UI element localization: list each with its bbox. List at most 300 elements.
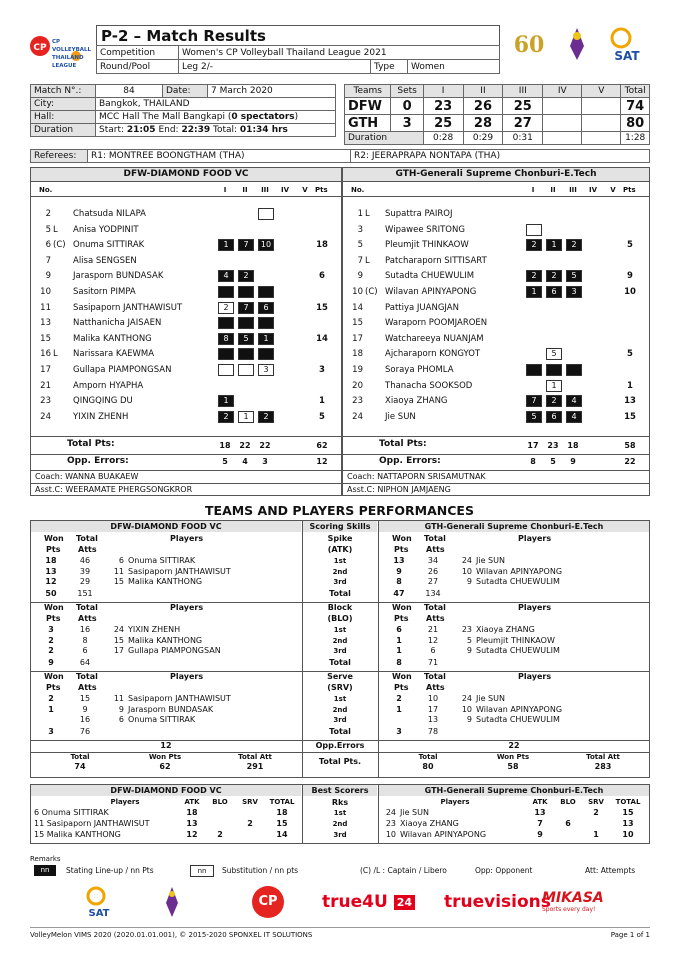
set-position-box: 2 <box>526 239 542 251</box>
set-position-box <box>258 348 274 360</box>
roster-set-header: V <box>610 186 616 194</box>
skill-rank: 1st <box>333 695 347 703</box>
best-b-player: Wilavan APINYAPONG <box>400 830 487 839</box>
player-name: Natthanicha JAISAEN <box>73 318 162 329</box>
total-pts-value: 62 <box>316 441 328 450</box>
perf-opp-a: 12 <box>160 741 172 750</box>
opp-set-errors: 9 <box>570 457 576 466</box>
player-points: 9 <box>627 271 633 282</box>
pts-header: Pts <box>46 614 61 623</box>
skill-code: (ATK) <box>327 545 353 554</box>
best-rank: 3rd <box>333 831 347 839</box>
logo-sat <box>605 24 645 64</box>
asst-divider <box>343 483 649 484</box>
skill-won: 13 <box>45 566 57 576</box>
skill-name: Serve <box>327 672 353 681</box>
skill-player-name: Wilavan APINYAPONG <box>476 704 563 714</box>
best-header-a: BLO <box>212 798 228 806</box>
set-score: 28 <box>463 115 503 132</box>
skill-total: 26 <box>427 566 439 576</box>
player-points: 3 <box>319 365 325 375</box>
player-row <box>343 362 649 378</box>
player-name: Pleumjit THINKAOW <box>385 240 469 251</box>
svg-text:SAT: SAT <box>88 908 110 919</box>
set-position-box: 2 <box>566 239 582 251</box>
player-points: 15 <box>316 302 328 313</box>
player-row <box>31 378 341 394</box>
set-position-box: 1 <box>218 239 234 251</box>
set-position-box <box>218 364 234 376</box>
players-header: Players <box>518 672 552 681</box>
mikasa-sub-text: Sports every day! <box>542 906 596 913</box>
atts-header: Atts <box>78 614 97 623</box>
opp-divider <box>343 454 649 455</box>
player-name: Narissara KAEWMA <box>73 349 155 360</box>
player-row <box>31 253 341 269</box>
asst-divider <box>31 483 341 484</box>
skill-total: 16 <box>79 625 91 634</box>
set-position-box <box>258 208 274 220</box>
best-b-stat: 2 <box>593 808 599 817</box>
true4u-text: true4U <box>322 892 388 912</box>
skill-player-name: Onuma SITTIRAK <box>128 715 196 724</box>
player-name: Thanacha SOOKSOD <box>385 380 473 391</box>
player-row <box>31 346 341 362</box>
page-title: P-2 – Match Results <box>96 25 500 45</box>
set-position-box <box>238 364 254 376</box>
team-b-roster <box>342 167 650 496</box>
logo-league-text: CP VOLLEYBALL THAILAND LEAGUE <box>52 39 92 69</box>
players-header: Players <box>170 534 204 543</box>
skill-total-label: Total <box>329 658 351 667</box>
set-position-box <box>526 224 542 236</box>
sponsor-nsdf <box>160 884 184 920</box>
best-b-stat: 6 <box>565 819 571 828</box>
set-duration <box>582 132 621 145</box>
substitution-legend-text: Substitution / nn pts <box>222 866 299 875</box>
set-position-box: 1 <box>546 239 562 251</box>
skill-rank: 3rd <box>333 716 347 724</box>
skill-won: 8 <box>396 577 402 586</box>
tp-value: 74 <box>74 762 86 771</box>
round-label: Round/Pool <box>97 60 179 74</box>
skill-rank: 2nd <box>332 567 348 576</box>
footer-right: Page 1 of 1 <box>610 931 650 939</box>
total-pts-label: Total Pts. <box>318 757 362 766</box>
nsdf-sponsor-icon <box>160 884 184 920</box>
player-number: 2 <box>45 209 51 219</box>
svg-text:SAT: SAT <box>614 49 640 63</box>
rks-label: Rks <box>331 798 349 807</box>
total-header: Total <box>424 672 446 681</box>
skill-player-name: Malika KANTHONG <box>128 577 203 586</box>
sponsor-cp <box>252 886 284 918</box>
set-position-box: 5 <box>526 411 542 423</box>
opp-set-errors: 5 <box>222 457 228 466</box>
best-header-a: Players <box>110 798 140 806</box>
best-b-stat: 13 <box>622 819 634 828</box>
referee-r1: R1: MONTREE BOONGTHAM (THA) <box>88 150 351 163</box>
skill-code: (SRV) <box>327 683 353 692</box>
set-position-box <box>238 348 254 360</box>
skill-player-no: 23 <box>461 625 472 634</box>
hall-value: MCC Hall The Mall Bangkapi (0 spectators) <box>96 111 336 124</box>
best-header-b: TOTAL <box>615 798 641 806</box>
referees-label: Referees: <box>31 150 88 163</box>
skill-player-name: Onuma SITTIRAK <box>128 556 196 565</box>
match-no-label: Match N°.: <box>31 85 96 98</box>
player-number: 16 <box>40 349 51 360</box>
player-name: Amporn HYAPHA <box>73 380 144 391</box>
sat-logo-icon <box>605 24 645 64</box>
best-scorers-table <box>30 784 650 844</box>
skill-player-name: Sutadta CHUEWULIM <box>476 646 560 655</box>
best-a-stat: 13 <box>186 819 198 828</box>
starting-legend-box: nn <box>34 865 56 876</box>
skill-att-total: 64 <box>79 658 91 667</box>
skill-player-no: 9 <box>118 704 124 714</box>
roster-set-header: I <box>531 186 535 194</box>
roster-divider <box>343 196 649 197</box>
best-header-b: ATK <box>532 798 548 806</box>
player-row <box>343 315 649 331</box>
atts-header: Atts <box>78 545 97 554</box>
score-header-0: Teams <box>345 85 391 98</box>
player-number: 14 <box>352 302 363 313</box>
set-position-box: 2 <box>258 411 274 423</box>
player-role: L <box>53 224 58 235</box>
player-number: 7 <box>357 255 363 266</box>
player-number: 24 <box>40 411 51 422</box>
set-score <box>582 98 621 115</box>
set-position-box: 2 <box>546 395 562 407</box>
player-role: L <box>365 209 370 219</box>
skill-total: 16 <box>79 715 91 724</box>
total-set-pts: 18 <box>219 441 231 450</box>
player-number: 5 <box>45 224 51 235</box>
player-name: Sasipaporn JANTHAWISUT <box>73 302 183 313</box>
player-number: 24 <box>352 411 363 422</box>
total-pts-label: Total Pts: <box>67 439 115 449</box>
date-value: 7 March 2020 <box>208 85 336 98</box>
score-header-5: IV <box>543 85 582 98</box>
player-row <box>343 346 649 362</box>
skill-player-name: Sasipaporn JANTHAWISUT <box>128 694 231 703</box>
player-name: Sutadta CHUEWULIM <box>385 271 475 282</box>
best-rank: 2nd <box>332 820 348 828</box>
logo-cp-league <box>28 26 92 69</box>
coach-row: Coach: WANNA BUAKAEW <box>35 472 139 481</box>
total-score: 80 <box>621 115 650 132</box>
player-number: 23 <box>352 396 363 407</box>
total-set-pts: 17 <box>527 441 539 450</box>
best-b-stat: 10 <box>622 830 634 839</box>
roster-set-header: IV <box>280 186 290 194</box>
player-row <box>31 268 341 284</box>
set-position-box <box>526 364 542 376</box>
opp-set-errors: 3 <box>262 457 268 466</box>
skill-player-name: Pleumjit THINKAOW <box>476 635 555 645</box>
sponsor-truevisions: truevisions <box>444 892 551 912</box>
set-duration: 0:28 <box>423 132 463 145</box>
skill-player-no: 9 <box>466 577 472 586</box>
teamB-name-header: GTH-Generali Supreme Chonburi-E.Tech <box>343 168 649 182</box>
opp-set-errors: 4 <box>242 457 248 466</box>
skill-player-no: 15 <box>113 635 124 645</box>
skill-won: 18 <box>45 556 57 565</box>
skill-player-name: Wilavan APINYAPONG <box>476 566 563 576</box>
roster-set-header: IV <box>588 186 598 194</box>
set-duration: 0:31 <box>503 132 543 145</box>
skill-rank: 3rd <box>333 578 347 586</box>
best-header-b: SRV <box>588 798 604 806</box>
set-position-box: 3 <box>566 286 582 298</box>
pts-header: Pts <box>46 683 61 692</box>
pts-header: Pts <box>46 545 61 554</box>
tp-value: 291 <box>246 762 264 771</box>
opp-divider <box>31 454 341 455</box>
hall-label: Hall: <box>31 111 96 124</box>
skill-won: 6 <box>396 625 402 634</box>
skill-won: 13 <box>393 556 405 565</box>
skill-total: 34 <box>427 556 439 565</box>
best-header-a: TOTAL <box>269 798 295 806</box>
player-name: Jarasporn BUNDASAK <box>73 271 164 282</box>
skill-att-total: 76 <box>79 727 91 736</box>
asst-coach-row: Asst.C: NIPHON JAMJAENG <box>347 485 451 494</box>
set-position-box: 4 <box>566 395 582 407</box>
player-points: 1 <box>627 380 633 391</box>
perf-opp-b: 22 <box>508 741 520 750</box>
sets-won: 0 <box>391 98 423 115</box>
sponsor-mikasa <box>542 890 612 913</box>
roster-set-header: III <box>261 186 269 194</box>
set-position-box <box>566 364 582 376</box>
player-number: 7 <box>45 255 51 266</box>
players-header: Players <box>518 534 552 543</box>
set-position-box <box>238 317 254 329</box>
teamA-name-header: DFW-DIAMOND FOOD VC <box>31 168 341 182</box>
player-number: 1 <box>357 209 363 219</box>
set-position-box: 5 <box>546 348 562 360</box>
roster-pts-header: Pts <box>623 186 636 194</box>
set-position-box: 7 <box>526 395 542 407</box>
set-position-box <box>546 364 562 376</box>
skill-player-no: 15 <box>113 577 124 586</box>
player-points: 5 <box>627 349 633 360</box>
score-header-3: II <box>463 85 503 98</box>
skill-player-name: Gullapa PIAMPONGSAN <box>128 646 221 655</box>
coach-divider <box>31 470 341 471</box>
player-name: Gullapa PIAMPONGSAN <box>73 365 172 375</box>
set-position-box: 5 <box>238 333 254 345</box>
player-row <box>343 284 649 300</box>
skill-won: 12 <box>45 577 57 586</box>
skill-won: 1 <box>396 704 402 714</box>
skill-total: 29 <box>79 577 91 586</box>
player-row <box>31 393 341 409</box>
score-header-4: III <box>503 85 543 98</box>
sixty-years-logo-icon <box>510 24 548 64</box>
total-header: Total <box>76 672 98 681</box>
skill-player-name: Xiaoya ZHANG <box>476 625 535 634</box>
atts-header: Atts <box>426 545 445 554</box>
set-position-box <box>218 317 234 329</box>
roster-divider <box>31 196 341 197</box>
player-number: 17 <box>40 365 51 375</box>
logo-60-text: 60 <box>513 32 545 58</box>
skill-rank: 3rd <box>333 647 347 655</box>
best-a-stat: 2 <box>217 830 223 839</box>
set-position-box: 6 <box>546 411 562 423</box>
player-role: (C) <box>53 240 66 251</box>
player-row <box>343 222 649 238</box>
player-row <box>343 300 649 316</box>
total-set-pts: 23 <box>547 441 559 450</box>
skill-player-no: 10 <box>461 704 472 714</box>
duration-value: Start: 21:05 End: 22:39 Total: 01:34 hrs <box>96 124 336 137</box>
total-header: Total <box>76 534 98 543</box>
player-name: Supattra PAIROJ <box>385 209 453 219</box>
set-position-box: 7 <box>238 239 254 251</box>
skill-player-no: 11 <box>113 694 124 703</box>
pts-header: Pts <box>394 683 409 692</box>
skill-att-total: 71 <box>427 658 439 667</box>
att-legend-text: Att: Attempts <box>585 866 636 875</box>
best-a-stat: 18 <box>186 808 198 817</box>
opp-errors-value: 22 <box>624 457 636 466</box>
set-duration <box>543 132 582 145</box>
player-points: 1 <box>319 396 325 407</box>
header-block <box>96 25 500 74</box>
skill-rank: 2nd <box>332 636 348 645</box>
best-a-player: 6 Onuma SITTIRAK <box>34 808 109 817</box>
skill-rank: 2nd <box>332 705 348 714</box>
logo-60-years <box>510 24 548 64</box>
skill-player-no: 10 <box>461 566 472 576</box>
set-position-box: 1 <box>258 333 274 345</box>
total-pts-value: 58 <box>624 441 636 450</box>
player-row <box>31 222 341 238</box>
player-number: 9 <box>45 271 51 282</box>
total-pts-divider <box>30 752 650 753</box>
sponsor-true4u <box>322 892 415 912</box>
skill-total: 21 <box>427 625 439 634</box>
team-a-roster <box>30 167 342 496</box>
pts-header: Pts <box>394 545 409 554</box>
players-header: Players <box>518 603 552 612</box>
player-name: Wilavan APINYAPONG <box>385 287 477 297</box>
won-header: Won <box>44 603 64 612</box>
skill-player-name: Sutadta CHUEWULIM <box>476 715 560 724</box>
score-header-2: I <box>423 85 463 98</box>
atts-header: Atts <box>78 683 97 692</box>
skill-won: 3 <box>48 625 54 634</box>
skill-total: 39 <box>79 566 91 576</box>
player-row <box>343 331 649 347</box>
set-position-box: 5 <box>566 270 582 282</box>
score-header-6: V <box>582 85 621 98</box>
player-points: 14 <box>316 333 328 344</box>
skill-won: 9 <box>396 566 402 576</box>
player-row <box>343 268 649 284</box>
tp-header: Total <box>70 753 90 761</box>
player-number: 17 <box>352 333 363 344</box>
opp-legend-text: Opp: Opponent <box>475 866 533 875</box>
tp-value: 62 <box>159 762 171 771</box>
best-b-stat: 15 <box>622 808 634 817</box>
player-name: Jie SUN <box>385 411 416 422</box>
skill-player-name: Sasipaporn JANTHAWISUT <box>128 566 231 576</box>
player-name: Soraya PHOMLA <box>385 365 454 375</box>
skill-player-no: 9 <box>466 715 472 724</box>
total-header: Total <box>424 534 446 543</box>
set-score <box>543 115 582 132</box>
skill-player-name: Malika KANTHONG <box>128 635 203 645</box>
set-position-box <box>218 348 234 360</box>
player-name: Pattiya JUANGJAN <box>385 302 459 313</box>
skill-code: (BLO) <box>327 614 353 623</box>
player-name: Onuma SITTIRAK <box>73 240 145 251</box>
team-code: GTH <box>345 115 391 132</box>
skill-att-total: 78 <box>427 727 439 736</box>
set-score <box>543 98 582 115</box>
sets-won: 3 <box>391 115 423 132</box>
set-score: 23 <box>423 98 463 115</box>
duration-total: 1:28 <box>621 132 650 145</box>
best-b-player: Jie SUN <box>400 808 429 817</box>
skill-won-total: 50 <box>45 589 57 598</box>
skill-won: 2 <box>396 694 402 703</box>
set-position-box: 4 <box>566 411 582 423</box>
skill-total: 10 <box>427 694 439 703</box>
player-number: 11 <box>40 302 51 313</box>
player-row <box>31 331 341 347</box>
skill-total: 17 <box>427 704 439 714</box>
skill-rank: 1st <box>333 557 347 565</box>
best-a-stat: 2 <box>247 819 253 828</box>
player-points: 5 <box>319 411 325 422</box>
skill-player-no: 5 <box>466 635 472 645</box>
performances-table <box>30 520 650 778</box>
skill-player-name: YIXIN ZHENH <box>128 625 181 634</box>
best-header-b: BLO <box>560 798 576 806</box>
best-a-player: 11 Sasipaporn JANTHAWISUT <box>34 819 150 828</box>
coach-row: Coach: NATTAPORN SRISAMUTNAK <box>347 472 486 481</box>
skill-name: Block <box>327 603 353 612</box>
set-position-box: 2 <box>218 411 234 423</box>
player-name: Xiaoya ZHANG <box>385 396 448 407</box>
set-position-box <box>238 286 254 298</box>
set-position-box: 2 <box>218 302 234 314</box>
player-row <box>31 409 341 425</box>
type-label: Type <box>371 60 408 74</box>
best-b-no: 24 <box>385 808 396 817</box>
best-header-b: Players <box>440 798 470 806</box>
best-a-stat: 15 <box>276 819 288 828</box>
set-position-box: 1 <box>526 286 542 298</box>
best-b-stat: 1 <box>593 830 599 839</box>
skill-player-no: 11 <box>113 566 124 576</box>
player-name: Wipawee SRITONG <box>385 224 465 235</box>
best-b-stat: 7 <box>537 819 543 828</box>
tp-header: Total Att <box>586 753 620 761</box>
skill-total-label: Total <box>329 727 351 736</box>
skill-won: 2 <box>48 694 54 703</box>
referee-r2: R2: JEERAPRAPA NONTAPA (THA) <box>351 150 650 163</box>
set-position-box: 2 <box>546 270 562 282</box>
player-row <box>31 362 341 378</box>
